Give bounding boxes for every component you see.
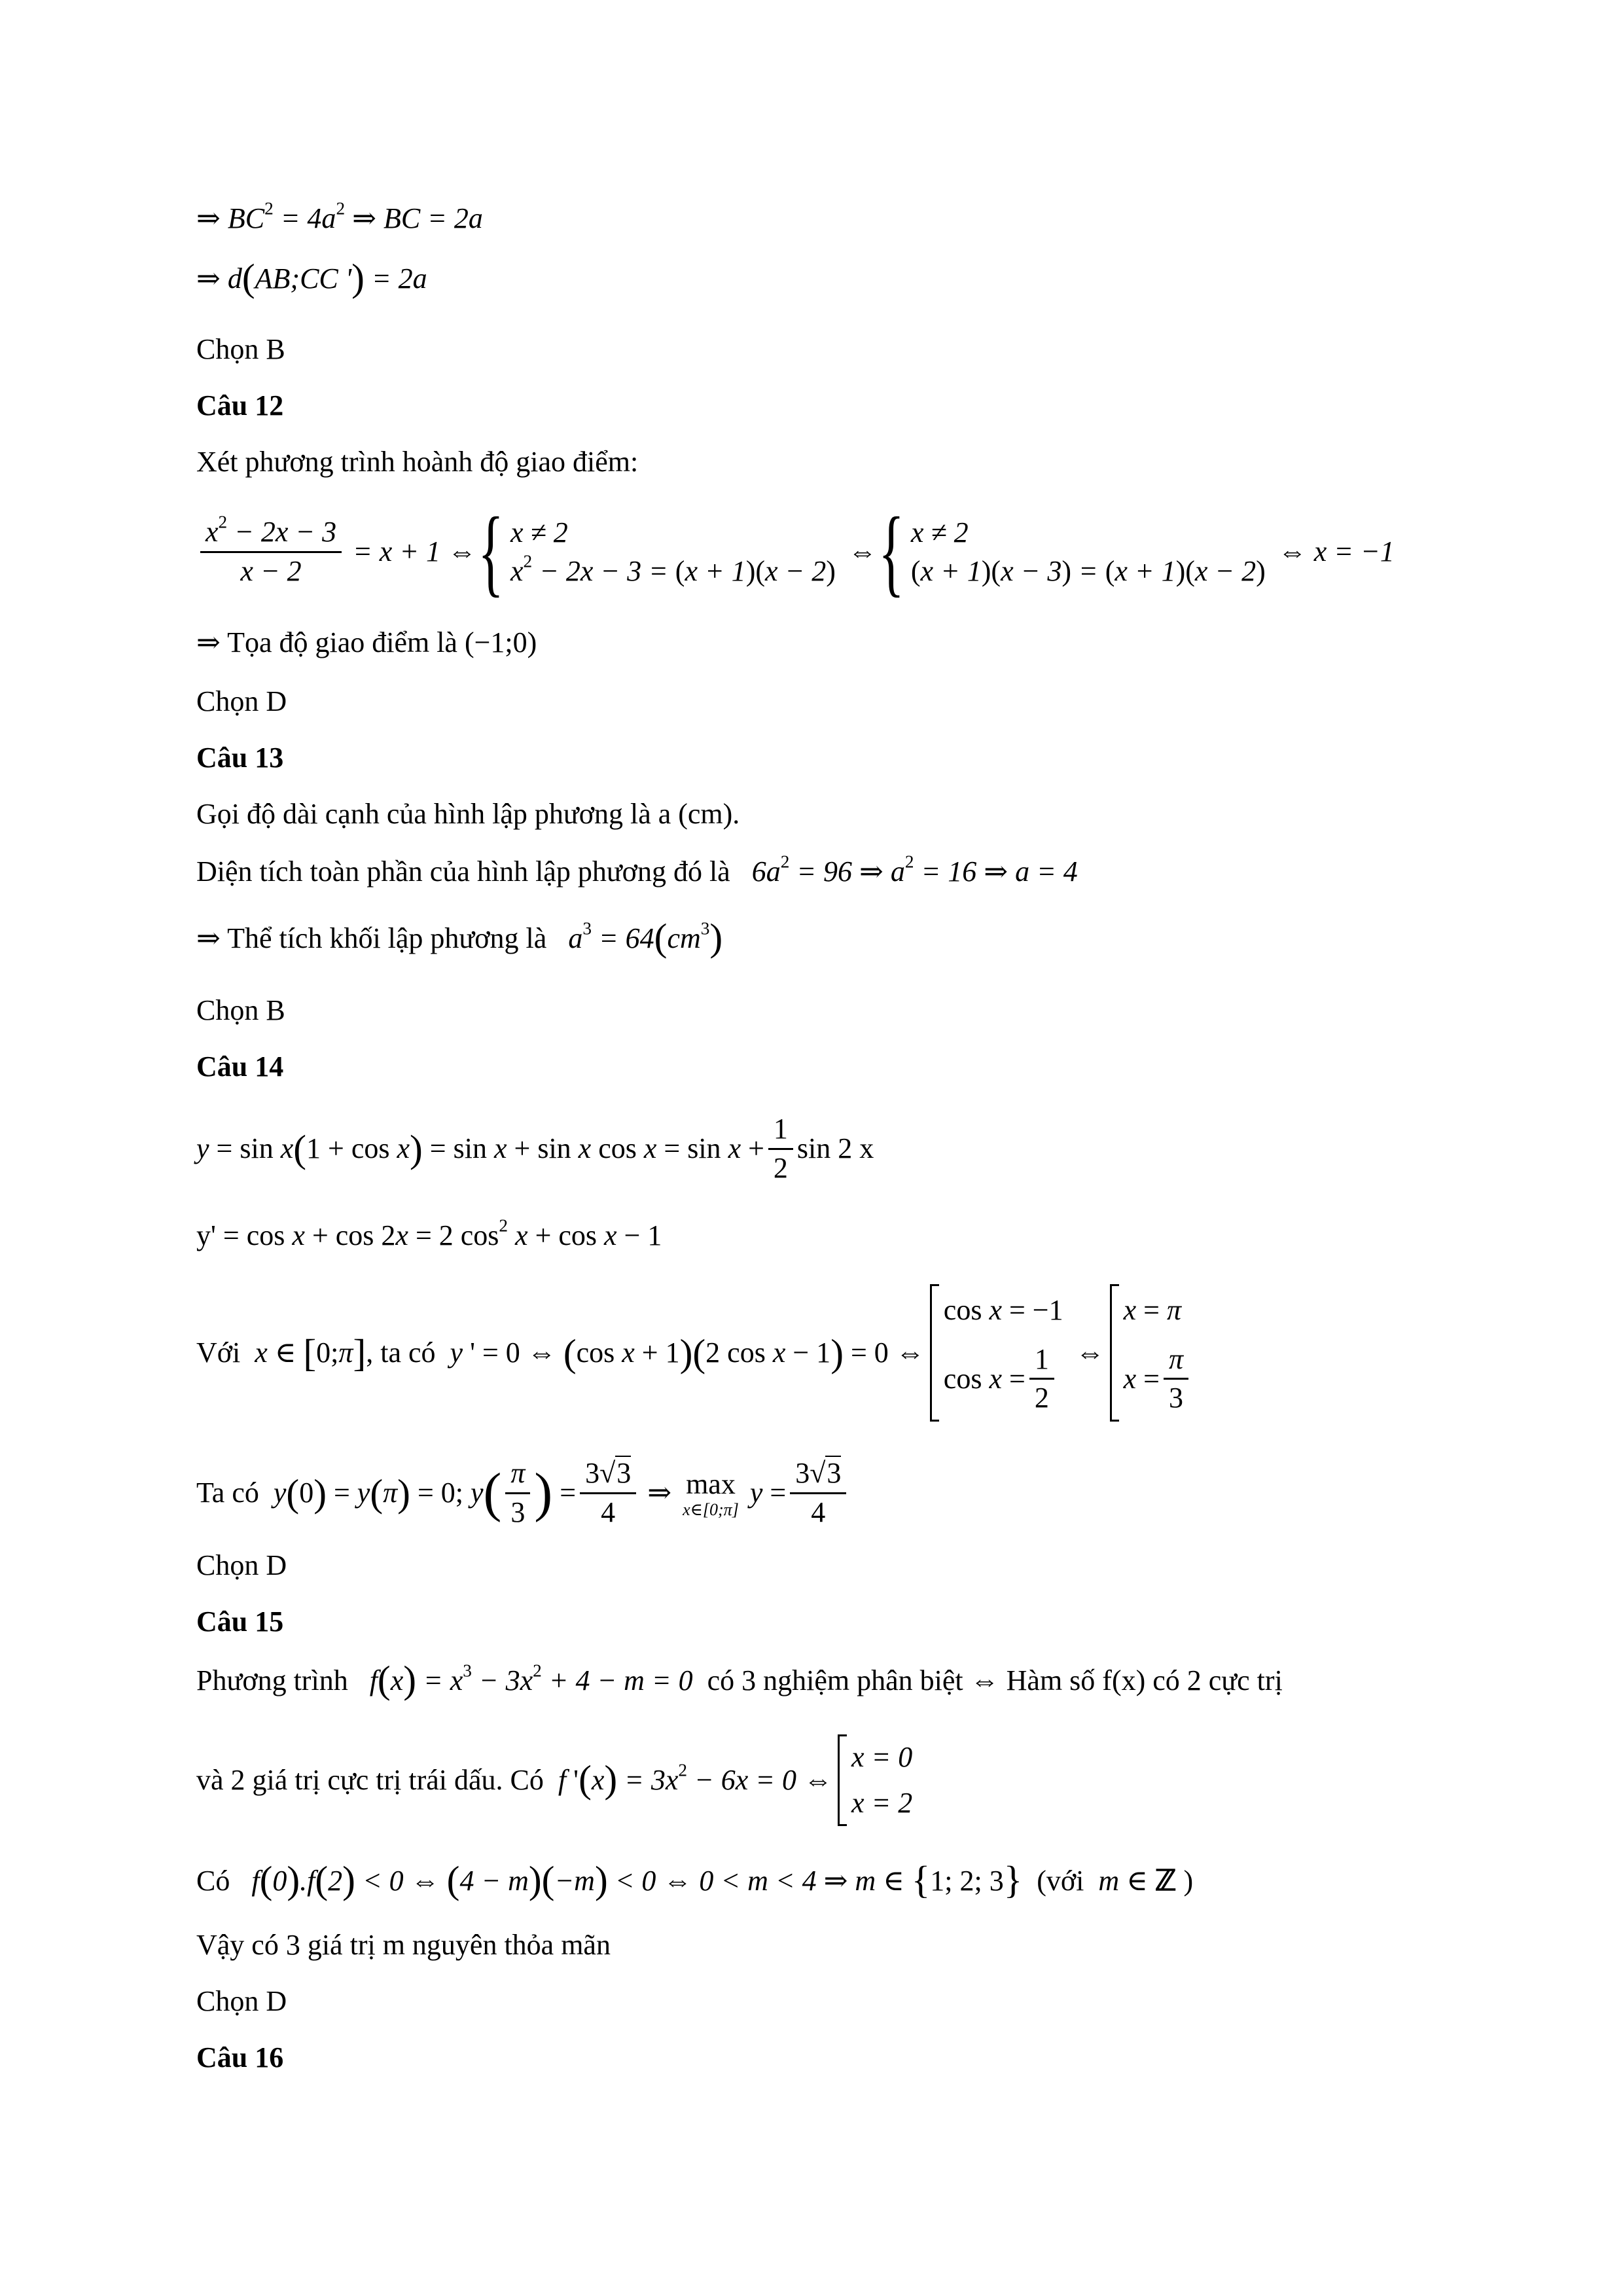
equation-system: x ≠ 2 $x^2 - 2x - 3 = (x + 1)(x - 2)$ (510, 516, 836, 587)
paragraph-condition: Có f(0).f(2) < 0 ⇔ (4 − m)(−m) < 0 ⇔ 0 < m < 4 ⇒ m ∈ {1; 2; 3} (với m ∈ ℤ ) (196, 1858, 1194, 1902)
question-heading-15: Câu 15 (196, 1605, 284, 1638)
paragraph: Xét phương trình hoành độ giao điểm: (196, 446, 639, 478)
answer-line: Chọn D (196, 1549, 287, 1581)
text: , ta có (366, 1336, 436, 1369)
answer-line: Chọn D (196, 685, 287, 717)
text: ) (1183, 1865, 1194, 1897)
text: và 2 giá trị cực trị trái dấu. Có (196, 1763, 544, 1796)
paragraph-equation: Phương trình $f(x) = x^3 - 3x^2 + 4 - m = 0$ có 3 nghiệm phân biệt ⇔ Hàm số f(x) có 2 cực trị (196, 1658, 1283, 1702)
math-line-max: Ta có y ( 0 ) = y ( π ) = 0; y ( $\frac{\pi}{3}$ ) = $\frac{3√3}{4}$ ⇒ max x∈[0;π] y = $\frac{3√3}{4}$ (196, 1444, 850, 1542)
question-heading-16: Câu 16 (196, 2041, 284, 2073)
paragraph-surface-area: Diện tích toàn phần của hình lập phương đó là $6a^2 = 96$ ⇒ $a^2 = 16$ ⇒ a = 4 (196, 852, 1078, 888)
math-equation-derivative: y' = cos x + cos 2x = 2 $\cos^2 x + \cos x - 1$ (196, 1215, 662, 1251)
brace-icon: { (478, 497, 504, 606)
paragraph-volume: ⇒ Thể tích khối lập phương là $a^3 = 64(cm^3)$ (196, 916, 723, 960)
answer-line: Chọn D (196, 1985, 287, 2017)
math-line-distance: ⇒ d(AB;CC ') = 2a (196, 256, 427, 300)
fraction: $\frac{1}{2}$ (768, 1113, 793, 1184)
text: Với (196, 1336, 241, 1369)
text: có 3 nghiệm phân biệt ⇔ Hàm số f(x) có 2 cực trị (707, 1664, 1283, 1696)
answer-line: Chọn B (196, 333, 285, 365)
paragraph: ⇒ Tọa độ giao điểm là (−1;0) (196, 626, 537, 658)
text: Phương trình (196, 1664, 348, 1696)
math-equation-intersection: $\frac{x^2 - 2x - 3}{x - 2}$ = x + 1 ⇔ { x ≠ 2 $x^2 - 2x - 3 = (x + 1)(x - 2)$ ⇔ { x ≠ 2 (x + 1)(x − 3) = (x + 1)(x − 2) ⇔ x = −1 (196, 503, 1395, 601)
math-line-critical-points: Với x ∈ [ 0; π ] , ta có y ' = 0 ⇔ ( cos x + 1 )( 2 cos x − 1 ) = 0 ⇔ cos x = −1 cos x = $\frac{1}{2}$ ⇔ x = π x = $\frac{\pi}{3}$ (196, 1278, 1198, 1428)
text: Ta có (196, 1476, 259, 1509)
fraction: $\frac{x^2 - 2x - 3}{x - 2}$ (200, 516, 342, 587)
text: ⇒ Thể tích khối lập phương là (196, 922, 547, 954)
paragraph-derivative: và 2 giá trị cực trị trái dấu. Có f '$(x) = 3x^2 - 6x = 0$ ⇔ x = 0 x = 2 (196, 1728, 918, 1833)
bracket-system: x = 0 x = 2 (838, 1734, 912, 1826)
brace-icon: { (878, 497, 904, 606)
question-heading-13: Câu 13 (196, 742, 284, 774)
equation-system: x ≠ 2 (x + 1)(x − 3) = (x + 1)(x − 2) (910, 516, 1266, 587)
math-equation-y: y = sin x ( 1 + cos x ) = sin x + sin x cos x = sin x + $\frac{1}{2}$ sin 2 x (196, 1113, 874, 1184)
text: Có (196, 1865, 230, 1897)
max-operator: max x∈[0;π] (683, 1467, 739, 1520)
text: (với (1037, 1865, 1084, 1897)
question-heading-14: Câu 14 (196, 1050, 284, 1083)
question-heading-12: Câu 12 (196, 389, 284, 422)
bracket-system: cos x = −1 cos x = $\frac{1}{2}$ (930, 1284, 1063, 1422)
paragraph: Vậy có 3 giá trị m nguyên thỏa mãn (196, 1929, 611, 1961)
text: Diện tích toàn phần của hình lập phương đó là (196, 855, 730, 888)
paragraph: Gọi độ dài cạnh của hình lập phương là a (cm). (196, 798, 740, 830)
answer-line: Chọn B (196, 994, 285, 1026)
math-line-bc: ⇒ $BC^2 = 4a^2$ ⇒ BC = 2a (196, 198, 483, 234)
bracket-system: x = π x = $\frac{\pi}{3}$ (1110, 1284, 1192, 1422)
